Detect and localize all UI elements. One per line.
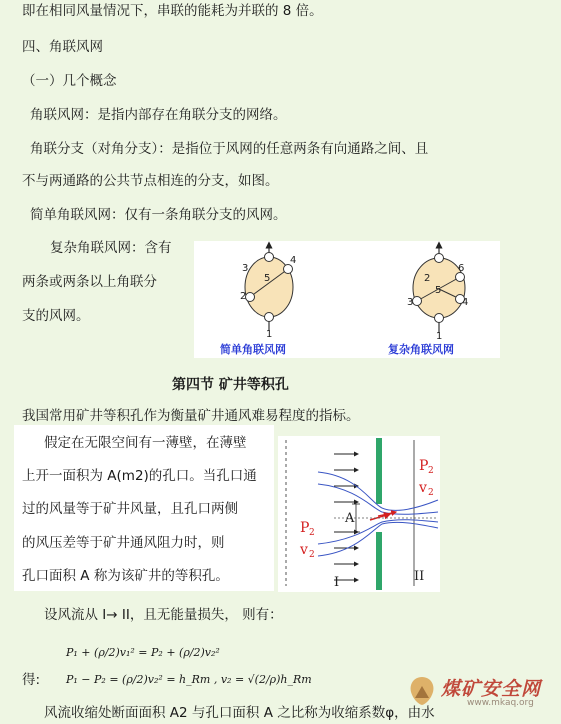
label-P-top: P — [419, 458, 429, 474]
orifice-text-3: 过的风量等于矿井风量，且孔口两侧 — [22, 501, 238, 517]
network-diagram-svg — [194, 241, 500, 358]
label-P-top-sub: 2 — [428, 466, 434, 476]
simple-node-4: 4 — [290, 255, 297, 266]
orifice-diagram — [278, 436, 440, 592]
label-v-left: v — [300, 542, 308, 558]
subheading-concepts: （一）几个概念 — [22, 73, 117, 89]
orifice-text-4: 的风压差等于矿井通风阻力时，则 — [22, 535, 225, 551]
text-line-definition-1: 角联风网：是指内部存在角联分支的网络。 — [30, 107, 287, 123]
wall-bottom — [376, 532, 382, 590]
complex-node-3: 3 — [407, 297, 414, 308]
text-de: 得: — [22, 672, 41, 688]
simple-node-1: 1 — [266, 329, 273, 340]
text-line-definition-3: 不与两通路的公共节点相连的分支，如图。 — [22, 173, 279, 189]
text-line-definition-2: 角联分支（对角分支）：是指位于风网的任意两条有向通路之间、且 — [30, 141, 429, 157]
orifice-diagram-svg — [278, 436, 440, 592]
text-line-flow-assumption: 设风流从 I→ II，且无能量损失， 则有： — [44, 607, 283, 623]
simple-network-figure — [240, 245, 296, 340]
label-v-top: v — [419, 480, 427, 496]
wall-top — [376, 438, 382, 504]
site-watermark — [405, 674, 555, 714]
label-v-top-sub: 2 — [428, 488, 434, 498]
text-line-complex-1: 复杂角联风网：含有 — [50, 240, 172, 256]
simple-node-2: 2 — [240, 291, 247, 302]
formula-pressure-difference: P₁ − P₂ = (ρ/2)v₂² = h_Rm , v₂ = √(2/ρ)h_Rm — [66, 673, 312, 686]
text-line-equivalent-orifice: 我国常用矿井等积孔作为衡量矿井通风难易程度的指标。 — [22, 408, 360, 424]
label-P-left-sub: 2 — [309, 528, 315, 538]
orifice-text-1: 假定在无限空间有一薄壁，在薄壁 — [44, 435, 247, 451]
heading-angular-network: 四、角联风网 — [22, 39, 103, 55]
simple-node-3: 3 — [242, 263, 249, 274]
complex-node-4: 4 — [462, 297, 469, 308]
formula-bernoulli: P₁ + (ρ/2)v₁² = P₂ + (ρ/2)v₂² — [66, 646, 220, 659]
simple-node-5: 5 — [264, 273, 271, 284]
watermark-url: www.mkaq.org — [467, 698, 534, 708]
complex-network-figure — [407, 245, 468, 342]
label-v-left-sub: 2 — [309, 550, 315, 560]
orifice-text-2: 上开一面积为 A(m2)的孔口。当孔口通 — [22, 468, 257, 484]
text-line-complex-3: 支的风网。 — [22, 308, 90, 324]
complex-node-1: 1 — [436, 331, 443, 342]
watermark-logo-icon — [405, 674, 439, 708]
network-diagram — [194, 241, 500, 358]
label-I: I — [334, 575, 340, 590]
complex-node-2: 2 — [424, 273, 431, 284]
caption-complex-network: 复杂角联风网 — [388, 343, 454, 356]
text-line-complex-2: 两条或两条以上角联分 — [22, 274, 157, 290]
text-line-contraction-coefficient: 风流收缩处断面面积 A2 与孔口面积 A 之比称为收缩系数φ，由水 — [44, 705, 435, 721]
label-A: A — [345, 511, 355, 526]
label-P-left: P — [300, 520, 310, 536]
orifice-text-5: 孔口面积 A 称为该矿井的等积孔。 — [22, 568, 229, 584]
watermark-title: 煤矿安全网 — [441, 678, 542, 700]
complex-node-6: 6 — [458, 263, 465, 274]
label-II: II — [414, 569, 425, 584]
caption-simple-network: 简单角联风网 — [220, 343, 286, 356]
complex-node-5: 5 — [435, 285, 442, 296]
section-heading: 第四节 矿井等积孔 — [172, 377, 289, 393]
text-line-1: 即在相同风量情况下，串联的能耗为并联的 8 倍。 — [22, 3, 323, 19]
text-line-simple-network: 简单角联风网：仅有一条角联分支的风网。 — [30, 207, 287, 223]
